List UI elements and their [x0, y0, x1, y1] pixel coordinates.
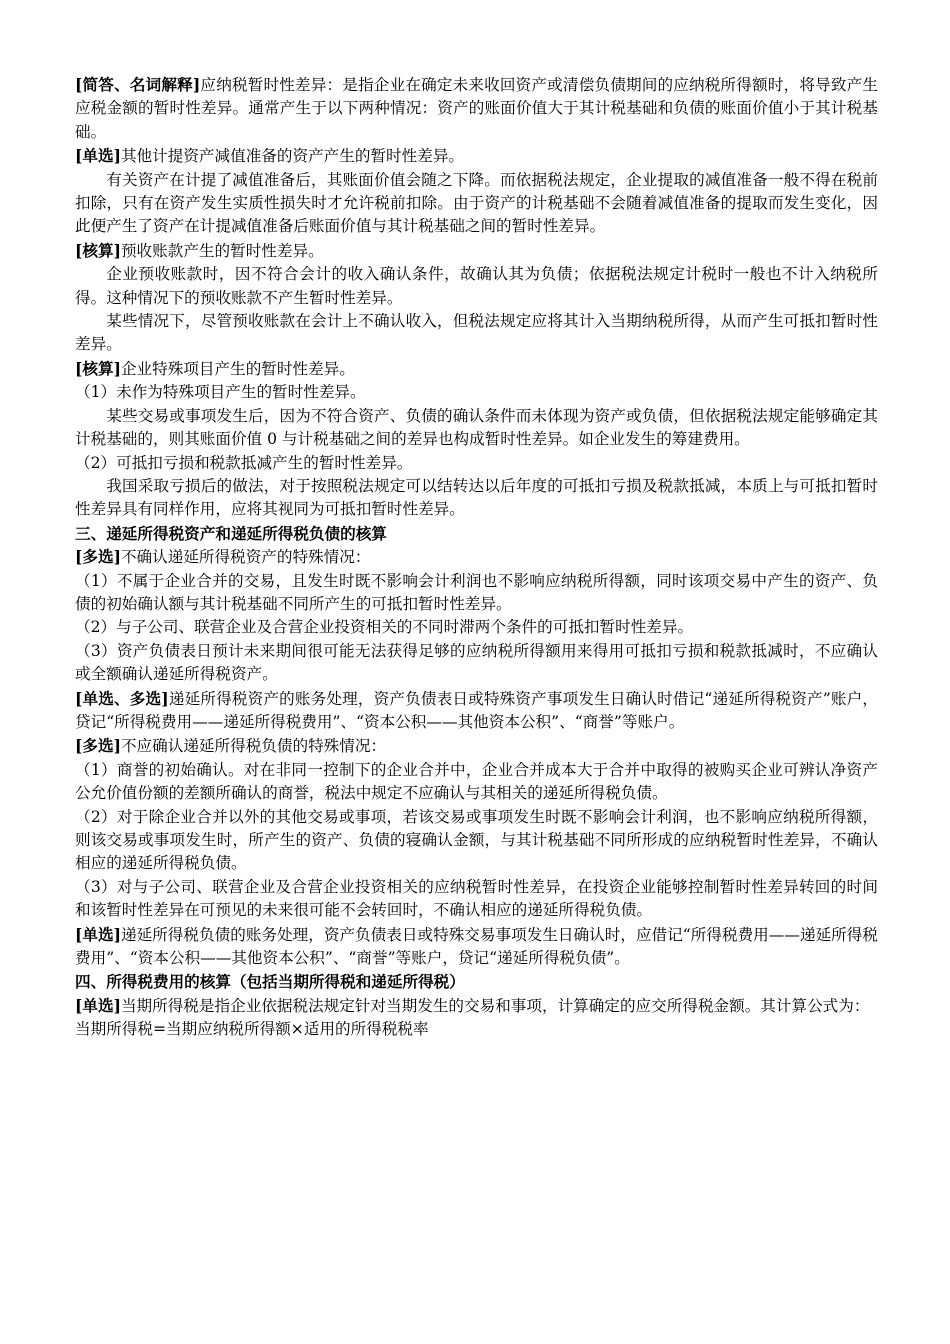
- list-item-special-1: （1）未作为特殊项目产生的暂时性差异。: [75, 383, 366, 402]
- para-special-items: [75, 357, 878, 381]
- para-advance-receipts-explanation-1: 企业预收账款时，因不符合会计的收入确认条件，故确认其为负债；依据税法规定计税时一般也不计入纳税所得。这种情况下的预收账款不产生暂时性差异。: [75, 265, 878, 307]
- para-text: 预收账款产生的暂时性差异。: [120, 241, 324, 260]
- para-taxable-temp-diff-definition: [75, 73, 878, 144]
- question-type-tag: [简答、名词解释]: [75, 75, 201, 94]
- list-item-no-dtl-3: （3）对与子公司、联营企业及合营企业投资相关的应纳税暂时性差异，在投资企业能够控制暂时性差异转回的时间和该暂时性差异在可预见的未来很可能不会转回时，不确认相应的递延所得税负债。: [75, 877, 878, 920]
- question-type-tag: [核算]: [75, 358, 121, 378]
- para-advance-receipts-explanation-2: 某些情况下，尽管预收账款在会计上不确认收入，但税法规定应将其计入当期纳税所得，从而产生可抵扣暂时性差异。: [75, 312, 878, 354]
- para-dta-accounting: [75, 687, 878, 735]
- para-text: 当期所得税是指企业依据税法规定针对当期发生的交易和事项，计算确定的应交所得税金额。其计算公式为：: [120, 996, 870, 1015]
- para-text: 不确认递延所得税资产的特殊情况：: [120, 548, 371, 567]
- formula-current-tax: 当期所得税=当期应纳税所得额×适用的所得税税率: [75, 1020, 429, 1039]
- list-item-no-dta-3: （3）资产负债表日预计未来期间很可能无法获得足够的应纳税所得额用来得用可抵扣亏损和税款抵减时，不应确认或全额确认递延所得税资产。: [75, 641, 878, 684]
- para-text: 不应确认递延所得税负债的特殊情况：: [120, 737, 387, 756]
- para-advance-receipts-item: [75, 239, 878, 263]
- section-heading-4: 四、所得税费用的核算（包括当期所得税和递延所得税）: [75, 972, 465, 992]
- question-type-tag: [单选]: [75, 146, 121, 166]
- section-heading-3: 三、递延所得税资产和递延所得税负债的核算: [75, 523, 387, 543]
- para-impairment-explanation: 有关资产在计提了减值准备后，其账面价值会随之下降。而依据税法规定，企业提取的减值准备一般不得在税前扣除，只有在资产发生实质性损失时才允许税前扣除。由于资产的计税基础不会随着减值准备的提取而发生变化，因此便产生了资产在计提减值准备后账面价值与其计税基础之间的暂时性差异。: [75, 170, 878, 236]
- para-text: 企业特殊项目产生的暂时性差异。: [120, 359, 355, 378]
- para-special-2-explanation: 我国采取亏损后的做法，对于按照税法规定可以结转达以后年度的可抵扣亏损及税款抵减，本质上与可抵扣暂时性差异具有同样作用，应将其视同为可抵扣暂时性差异。: [75, 476, 878, 519]
- para-no-dtl-recognition: [75, 734, 878, 758]
- list-item-no-dtl-1: （1）商誉的初始确认。对在非同一控制下的企业合并中，企业合并成本大于合并中取得的被购买企业可辨认净资产公允价值份额的差额所确认的商誉，税法中规定不应确认与其相关的递延所得税负债。: [75, 760, 878, 803]
- question-type-tag: [单选]: [75, 924, 121, 944]
- para-text: 其他计提资产减值准备的资产产生的暂时性差异。: [120, 147, 465, 166]
- para-special-1-explanation: 某些交易或事项发生后，因为不符合资产、负债的确认条件而未体现为资产或负债，但依据税法规定能够确定其计税基础的，则其账面价值 0 与计税基础之间的差异也构成暂时性差异。如企业发生的筹建费用。: [75, 406, 878, 449]
- question-type-tag: [单选、多选]: [75, 688, 169, 708]
- question-type-tag: [多选]: [75, 547, 121, 567]
- para-current-tax-definition: [75, 994, 878, 1018]
- question-type-tag: [单选]: [75, 995, 121, 1015]
- list-item-no-dta-2: （2）与子公司、联营企业及合营企业投资相关的不同时滞两个条件的可抵扣暂时性差异。: [75, 618, 694, 637]
- list-item-no-dtl-2: （2）对于除企业合并以外的其他交易或事项，若该交易或事项发生时既不影响会计利润，也不影响应纳税所得额，则该交易或事项发生时，所产生的资产、负债的寝确认金额，与其计税基础不同所形成的应纳税暂时性差异，不确认相应的递延所得税负债。: [75, 807, 878, 873]
- question-type-tag: [多选]: [75, 736, 121, 756]
- para-text: 递延所得税负债的账务处理，资产负债表日或特殊交易事项发生日确认时，应借记“所得税费用——递延所得税费用”、“资本公积——其他资本公积”、“商誉”等账户，贷记“递延所得税负债”。: [75, 925, 878, 968]
- para-text: 递延所得税资产的账务处理，资产负债表日或特殊资产事项发生日确认时借记“递延所得税资产”账户，贷记“所得税费用——递延所得税费用”、“资本公积——其他资本公积”、“商誉”等账户。: [75, 689, 878, 731]
- list-item-no-dta-1: （1）不属于企业合并的交易，且发生时既不影响会计利润也不影响应纳税所得额，同时该项交易中产生的资产、负债的初始确认额与其计税基础不同所产生的可抵扣暂时性差异。: [75, 571, 878, 613]
- para-text: 应纳税暂时性差异：是指企业在确定未来收回资产或清偿负债期间的应纳税所得额时，将导致产生应税金额的暂时性差异。通常产生于以下两种情况：资产的账面价值大于其计税基础和负债的账面价值小于其计税基础。: [75, 76, 878, 141]
- para-no-dta-recognition: [75, 545, 878, 569]
- para-impairment-item: [75, 144, 878, 168]
- question-type-tag: [核算]: [75, 240, 121, 260]
- list-item-special-2: （2）可抵扣亏损和税款抵减产生的暂时性差异。: [75, 453, 413, 472]
- para-dtl-accounting: [75, 923, 878, 971]
